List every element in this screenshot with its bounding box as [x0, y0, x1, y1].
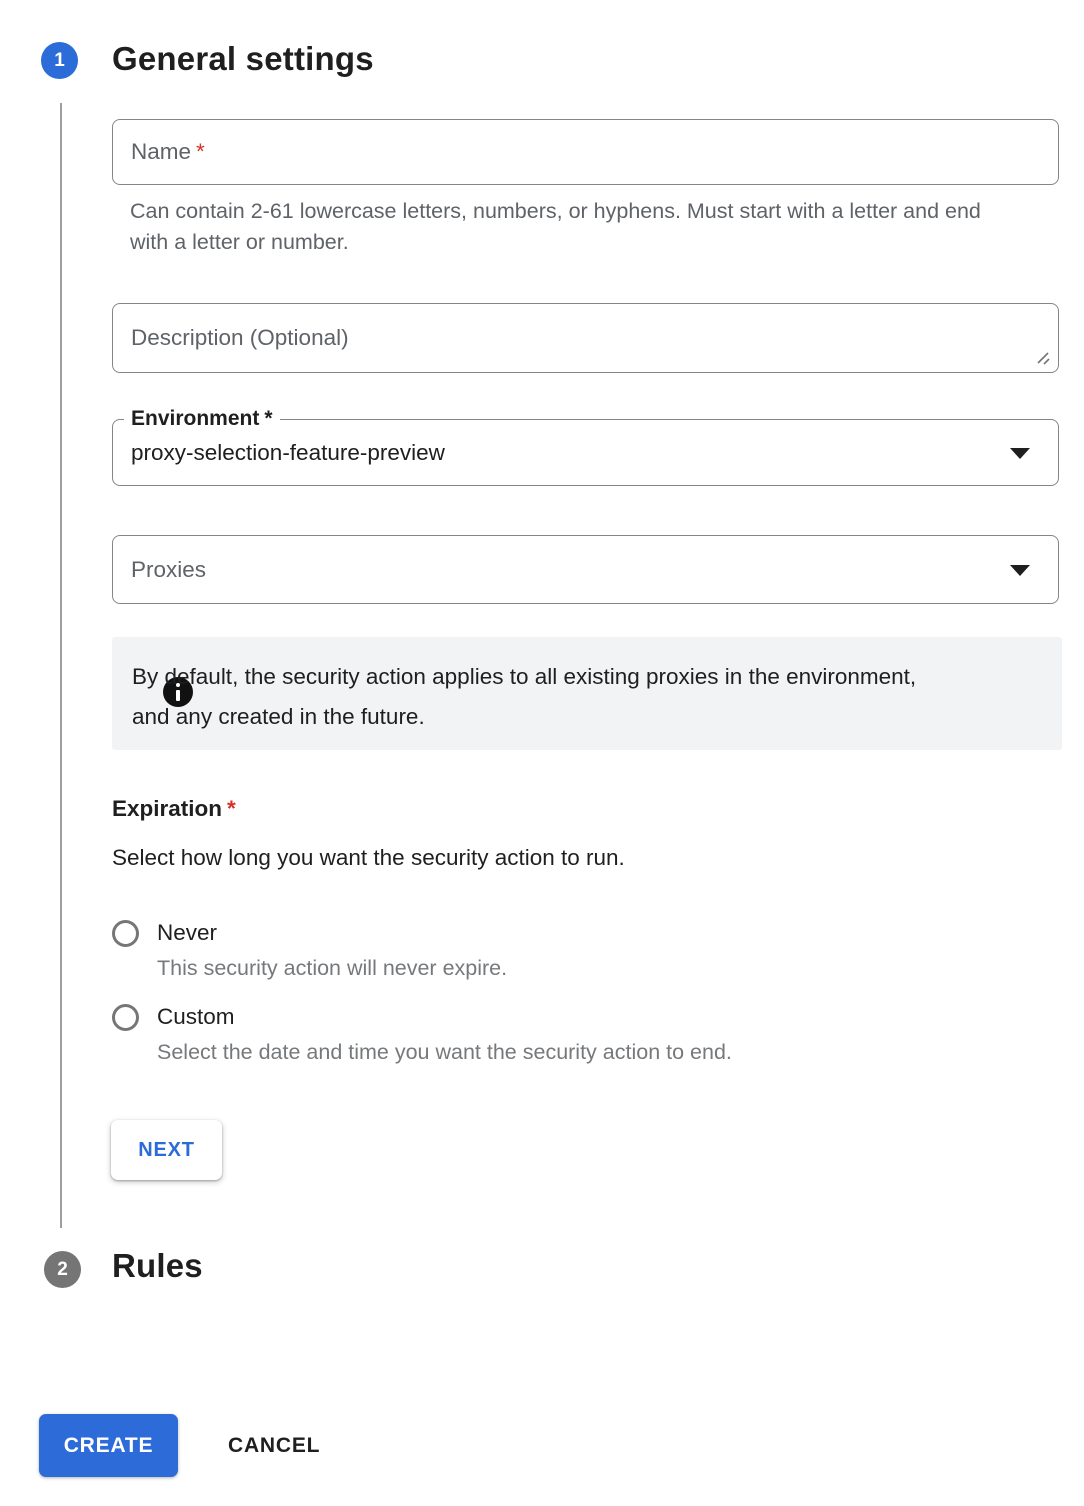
radio-custom[interactable]	[112, 1004, 139, 1031]
info-banner-text: By default, the security action applies to all existing proxies in the environment, and any created in the future.	[132, 664, 917, 729]
expiration-label: Expiration *	[112, 796, 236, 821]
environment-required-asterisk: *	[264, 407, 273, 430]
rules-title: Rules	[112, 1247, 203, 1284]
proxies-placeholder: Proxies	[131, 556, 207, 582]
step-1-number: 1	[54, 49, 65, 71]
name-required-asterisk: *	[196, 139, 205, 164]
environment-value: proxy-selection-feature-preview	[131, 439, 445, 465]
name-field-label: Name *	[131, 139, 205, 164]
general-settings-title: General settings	[112, 40, 374, 77]
resize-handle-icon[interactable]	[1035, 350, 1051, 366]
expiration-prompt: Select how long you want the security action to run.	[112, 845, 625, 870]
create-button[interactable]: CREATE	[39, 1414, 178, 1477]
expiration-required-asterisk: *	[227, 796, 236, 821]
next-button[interactable]: NEXT	[111, 1120, 222, 1180]
name-field[interactable]	[112, 119, 1059, 185]
radio-never-label[interactable]: Never	[157, 920, 218, 945]
radio-custom-description: Select the date and time you want the security action to end.	[157, 1040, 732, 1064]
step-1-indicator	[41, 42, 78, 79]
step-2-number: 2	[57, 1258, 68, 1280]
radio-custom-label[interactable]: Custom	[157, 1004, 235, 1029]
environment-label: Environment *	[124, 405, 280, 432]
description-field[interactable]	[112, 303, 1059, 373]
name-helper-text: Can contain 2-61 lowercase letters, numbers, or hyphens. Must start with a letter and end with a letter or number.	[130, 199, 981, 254]
description-placeholder: Description (Optional)	[131, 325, 349, 350]
cancel-button[interactable]: CANCEL	[208, 1414, 340, 1477]
proxies-select[interactable]	[112, 535, 1059, 604]
radio-never-description: This security action will never expire.	[157, 956, 508, 980]
arrow-drop-down-icon[interactable]	[1010, 448, 1030, 459]
arrow-drop-down-icon[interactable]	[1010, 565, 1030, 576]
radio-never[interactable]	[112, 920, 139, 947]
step-2-indicator	[44, 1251, 81, 1288]
stepper-connector-line	[60, 103, 62, 1228]
environment-select[interactable]	[112, 407, 1059, 486]
